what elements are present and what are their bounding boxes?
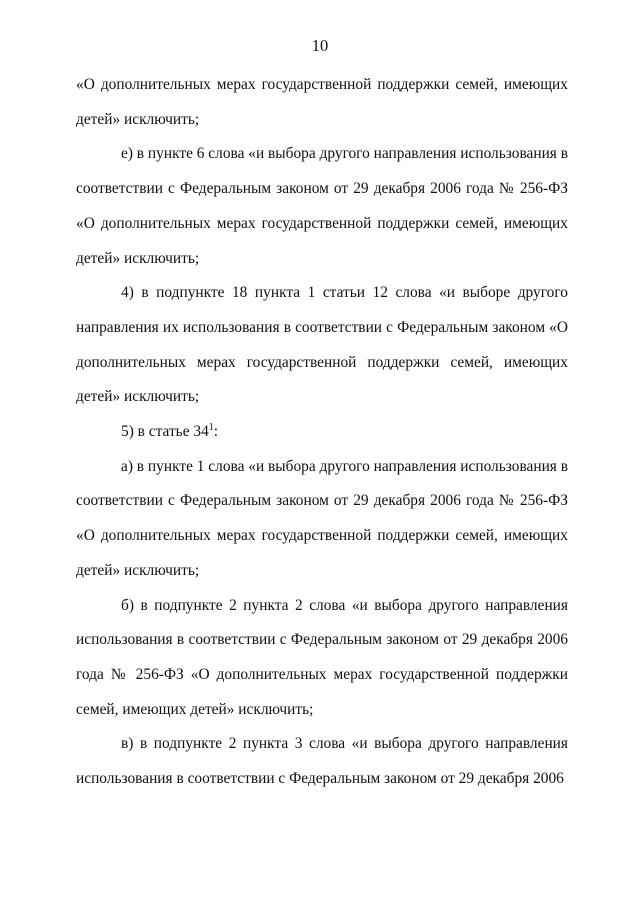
- paragraph-item-5: [76, 415, 568, 450]
- paragraph-item-e: е) в пункте 6 слова «и выбора другого направления использования в соответствии с Федеральным законом от 29 декабря 2006 года № 256-ФЗ «О дополнительных мерах государственной поддержки семей, имеющих детей» исключить;: [76, 145, 569, 267]
- paragraph-continuation: «О дополнительных мерах государственной поддержки семей, имеющих детей» исключить;: [76, 76, 568, 128]
- paragraph-item-a: а) в пункте 1 слова «и выбора другого направления использования в соответствии с Федеральным законом от 29 декабря 2006 года № 256-ФЗ «О дополнительных мерах государственной поддержки семей, имеющих детей» исключить;: [76, 457, 569, 579]
- paragraph-item-4: 4) в подпункте 18 пункта 1 статьи 12 слова «и выборе другого направления их использования в соответствии с Федеральным законом «О дополнительных мерах государственной поддержки семей, имеющих детей» исключить;: [76, 284, 568, 406]
- paragraph-item-b: б) в подпункте 2 пункта 2 слова «и выбора другого направления использования в соответствии с Федеральным законом от 29 декабря 2006 года № 256-ФЗ «О дополнительных мерах государственной поддержки семей, имеющих детей» исключить;: [76, 596, 568, 718]
- paragraph-item-v: в) в подпункте 2 пункта 3 слова «и выбора другого направления использования в соответствии с Федеральным законом от 29 декабря 2006: [76, 735, 568, 788]
- document-body: [76, 68, 568, 797]
- article-superscript: 1: [208, 421, 214, 433]
- paragraph-item-5-suffix: :: [213, 423, 219, 441]
- page-number: 10: [311, 36, 329, 55]
- paragraph-item-5-text: 5) в статье 34: [121, 423, 209, 441]
